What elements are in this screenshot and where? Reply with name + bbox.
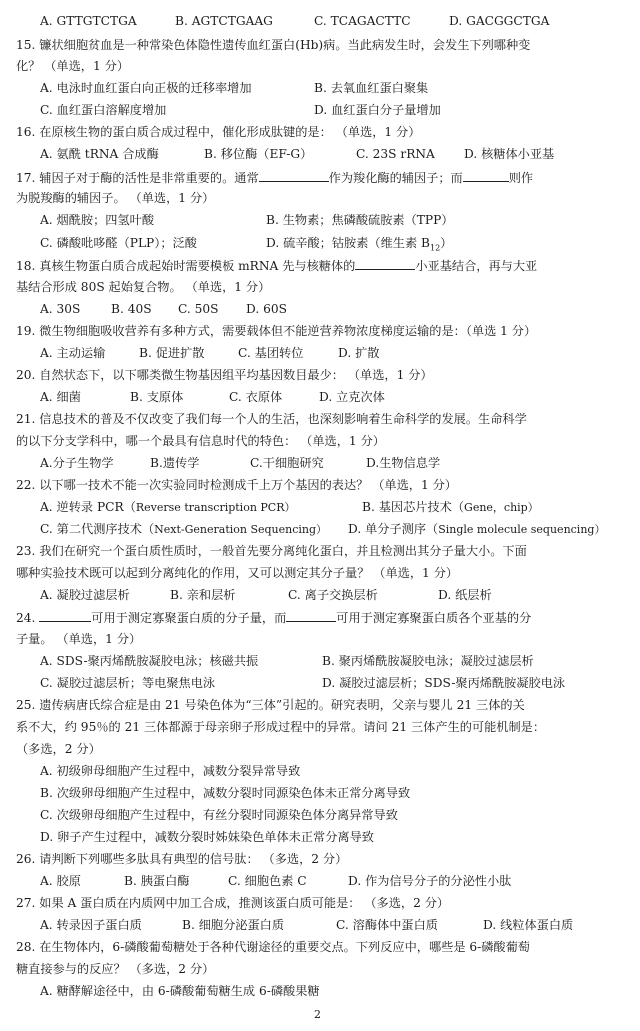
q23-stem-line2: 哪种实验技术既可以起到分离纯化的作用，又可以测定其分子量？ （单选，1 分） [16, 566, 459, 580]
q17-option-d [266, 236, 452, 254]
q24-stem-line2: 子量。 （单选，1 分） [16, 632, 142, 646]
q19-stem: 19. 微生物细胞吸收营养有多种方式，需要载体但不能逆营养物浓度梯度运输的是：（单选 1 分） [16, 324, 537, 338]
q21-option-d: D.生物信息学 [366, 456, 441, 470]
q18-blank [355, 258, 415, 270]
q25-stem-line2: 系不大，约 95％的 21 三体都源于母亲卵子形成过程中的异常。请问 21 三体产生的可能机制是： [16, 720, 546, 734]
q17-blank-1 [259, 170, 329, 182]
q17-stem-part3: 则作 [508, 171, 534, 185]
q22-option-b-en: Gene，chip） [464, 501, 539, 514]
q28-stem-line2: 糖直接参与的反应？ （多选，2 分） [16, 962, 215, 976]
q20-stem: 20. 自然状态下，以下哪类微生物基因组平均基因数目最少： （单选，1 分） [16, 368, 433, 382]
q27-stem: 27. 如果 A 蛋白质在内质网中加工合成，推测该蛋白质可能是： （多选，2 分） [16, 896, 450, 910]
q18-stem-part2: 小亚基结合，再与大亚 [415, 259, 538, 273]
q21-option-b: B.遗传学 [150, 456, 200, 470]
q14-option-d: D. GACGGCTGA [449, 14, 550, 28]
q15-stem-line2: 化？ （单选，1 分） [16, 59, 130, 73]
q18-stem-line1 [16, 258, 537, 275]
q17-option-d-text: D. 硫辛酸；钴胺素（维生素 B [266, 236, 430, 250]
q17-blank-2 [463, 170, 509, 182]
q17-stem-part1: 17. 辅因子对于酶的活性是非常重要的。通常 [16, 171, 259, 185]
q27-option-d: D. 线粒体蛋白质 [483, 918, 574, 932]
q24-blank-2 [286, 610, 336, 622]
q21-option-a: A.分子生物学 [40, 456, 114, 470]
q26-option-b: B. 胰蛋白酶 [124, 874, 190, 888]
q17-option-d-tail: ） [440, 236, 453, 250]
q22-option-c-cn: C. 第二代测序技术（ [40, 522, 155, 536]
q16-option-b: B. 移位酶（EF-G） [204, 147, 313, 161]
q23-option-c: C. 离子交换层析 [288, 588, 378, 602]
q18-stem-part1: 18. 真核生物蛋白质合成起始时需要模板 mRNA 先与核糖体的 [16, 259, 356, 273]
q26-option-a: A. 胶原 [40, 874, 81, 888]
q22-option-c [40, 522, 327, 538]
q24-option-d: D. 凝胶过滤层析；SDS-聚丙烯酰胺凝胶电泳 [322, 676, 566, 690]
q18-stem-line2: 基结合形成 80S 起始复合物。 （单选，1 分） [16, 280, 271, 294]
q21-option-c: C.干细胞研究 [250, 456, 324, 470]
q23-stem-line1: 23. 我们在研究一个蛋白质性质时，一般首先要分离纯化蛋白，并且检测出其分子量大小。下面 [16, 544, 527, 558]
q26-option-c: C. 细胞色素 C [228, 874, 307, 888]
q23-option-d: D. 纸层析 [438, 588, 492, 602]
q18-option-d: D. 60S [246, 302, 287, 316]
q22-option-b [362, 500, 539, 516]
q26-option-d: D. 作为信号分子的分泌性小肽 [348, 874, 512, 888]
q24-stem-line1 [16, 610, 531, 627]
q15-stem-line1: 15. 镰状细胞贫血是一种常染色体隐性遗传血红蛋白(Hb)病。当此病发生时，会发生下列哪种变 [16, 38, 531, 52]
q25-stem-line3: （多选，2 分） [16, 742, 101, 756]
q25-option-b: B. 次级卵母细胞产生过程中，减数分裂时同源染色体未正常分离导致 [40, 786, 411, 800]
q22-option-a [40, 500, 296, 516]
q16-option-d: D. 核糖体小亚基 [464, 147, 555, 161]
q21-stem-line2: 的以下分支学科中，哪一个最具有信息时代的特色： （单选，1 分） [16, 434, 385, 448]
q17-option-a: A. 烟酰胺；四氢叶酸 [40, 213, 155, 227]
q17-option-b: B. 生物素；焦磷酸硫胺素（TPP） [266, 213, 454, 227]
q28-stem-line1: 28. 在生物体内，6-磷酸葡萄糖处于各种代谢途径的重要交点。下列反应中，哪些是 6-磷酸葡萄 [16, 940, 530, 954]
q15-option-c: C. 血红蛋白溶解度增加 [40, 103, 167, 117]
q22-option-d [348, 522, 605, 538]
q19-option-c: C. 基团转位 [238, 346, 304, 360]
q25-option-a: A. 初级卵母细胞产生过程中，减数分裂异常导致 [40, 764, 301, 778]
q14-option-a: A. GTTGTCTGA [40, 14, 137, 28]
q24-option-b: B. 聚丙烯酰胺凝胶电泳；凝胶过滤层析 [322, 654, 534, 668]
q17-stem-line2: 为脱羧酶的辅因子。 （单选，1 分） [16, 191, 215, 205]
q27-option-b: B. 细胞分泌蛋白质 [182, 918, 285, 932]
q21-stem-line1: 21. 信息技术的普及不仅改变了我们每一个人的生活，也深刻影响着生命科学的发展。生命科学 [16, 412, 527, 426]
q25-stem-line1: 25. 遗传病唐氏综合症是由 21 号染色体为“三体”引起的。研究表明，父亲与婴儿 21 三体的关 [16, 698, 525, 712]
q22-option-b-cn: B. 基因芯片技术（ [362, 500, 465, 514]
q19-option-d: D. 扩散 [338, 346, 380, 360]
q16-stem: 16. 在原核生物的蛋白质合成过程中，催化形成肽键的是： （单选，1 分） [16, 125, 421, 139]
q22-option-c-en: Next-Generation Sequencing） [154, 523, 328, 536]
q22-option-a-cn: A. 逆转录 PCR（ [40, 500, 136, 514]
q15-option-d: D. 血红蛋白分子量增加 [314, 103, 441, 117]
q17-stem-line1 [16, 170, 533, 187]
q18-option-b: B. 40S [111, 302, 152, 316]
q24-stem-part2: 可用于测定寡聚蛋白质各个亚基的分 [336, 611, 532, 625]
q25-option-d: D. 卵子产生过程中，减数分裂时姊妹染色单体未正常分离导致 [40, 830, 374, 844]
q24-blank-1 [39, 610, 91, 622]
q18-option-c: C. 50S [178, 302, 219, 316]
q25-option-c: C. 次级卵母细胞产生过程中，有丝分裂时同源染色体分离异常导致 [40, 808, 398, 822]
q22-option-a-en: Reverse transcription PCR） [135, 501, 296, 514]
q20-option-d: D. 立克次体 [319, 390, 385, 404]
q14-option-c: C. TCAGACTTC [314, 14, 411, 28]
q16-option-c: C. 23S rRNA [356, 147, 435, 161]
q22-option-d-en: Single molecule sequencing） [438, 523, 606, 536]
q24-number: 24. [16, 611, 40, 625]
q16-option-a: A. 氨酰 tRNA 合成酶 [40, 147, 159, 161]
q18-option-a: A. 30S [40, 302, 81, 316]
q15-option-a: A. 电泳时血红蛋白向正极的迁移率增加 [40, 81, 252, 95]
q17-stem-part2: 作为羧化酶的辅因子；而 [328, 171, 463, 185]
q28-option-a: A. 糖酵解途径中，由 6-磷酸葡萄糖生成 6-磷酸果糖 [40, 984, 320, 998]
q24-stem-part1: 可用于测定寡聚蛋白质的分子量，而 [91, 611, 287, 625]
page-number: 2 [314, 1008, 321, 1021]
q23-option-a: A. 凝胶过滤层析 [40, 588, 130, 602]
q22-option-d-cn: D. 单分子测序（ [348, 522, 439, 536]
q26-stem: 26. 请判断下列哪些多肽具有典型的信号肽： （多选，2 分） [16, 852, 348, 866]
q20-option-a: A. 细菌 [40, 390, 81, 404]
q14-option-b: B. AGTCTGAAG [175, 14, 273, 28]
q20-option-c: C. 衣原体 [229, 390, 283, 404]
q27-option-a: A. 转录因子蛋白质 [40, 918, 142, 932]
q17-option-d-sub: 12 [429, 243, 441, 253]
q19-option-b: B. 促进扩散 [139, 346, 205, 360]
q19-option-a: A. 主动运输 [40, 346, 106, 360]
q22-stem: 22. 以下哪一技术不能一次实验同时检测成千上万个基因的表达？ （单选，1 分） [16, 478, 457, 492]
q27-option-c: C. 溶酶体中蛋白质 [336, 918, 438, 932]
q15-option-b: B. 去氧血红蛋白聚集 [314, 81, 429, 95]
q23-option-b: B. 亲和层析 [170, 588, 236, 602]
q24-option-c: C. 凝胶过滤层析；等电聚焦电泳 [40, 676, 216, 690]
q24-option-a: A. SDS-聚丙烯酰胺凝胶电泳；核磁共振 [40, 654, 259, 668]
q17-option-c: C. 磷酸吡哆醛（PLP）；泛酸 [40, 236, 197, 250]
q20-option-b: B. 支原体 [130, 390, 184, 404]
